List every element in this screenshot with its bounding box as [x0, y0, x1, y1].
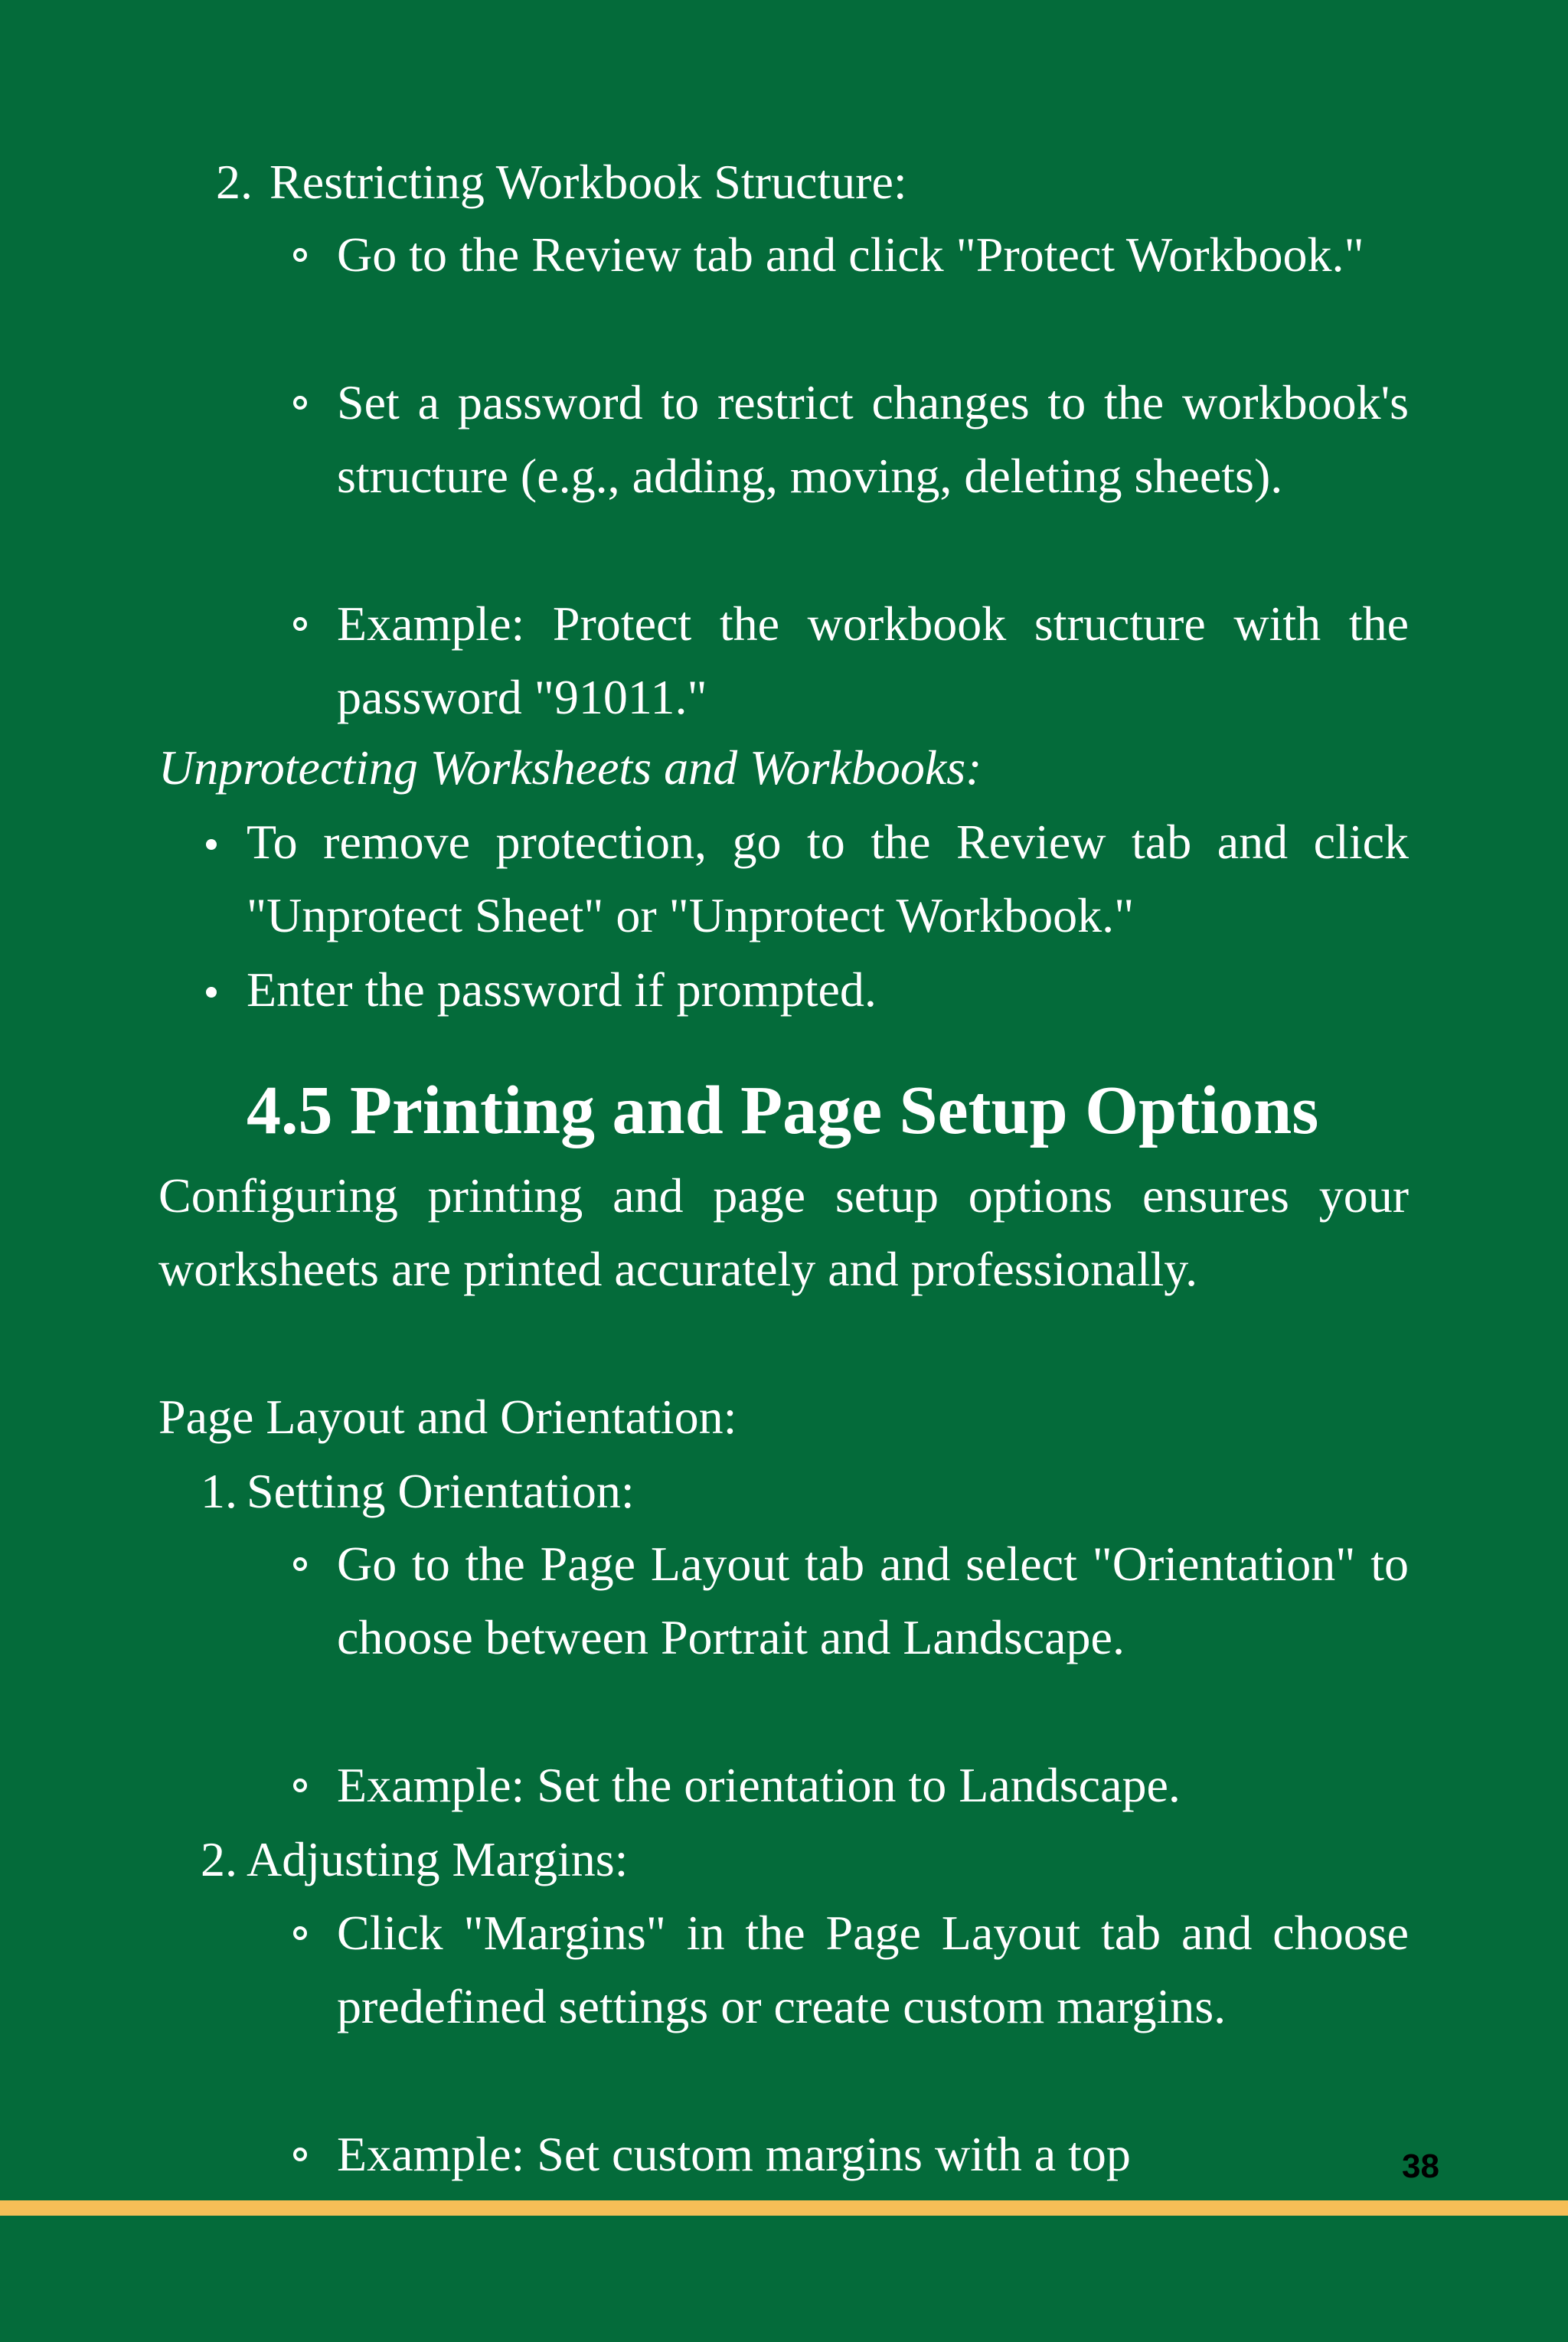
hollow-bullet-icon — [293, 2148, 307, 2161]
hollow-bullet-icon — [293, 248, 307, 262]
page-title: 4.5 Printing and Page Setup Options — [247, 1073, 1319, 1148]
section-subheading: Page Layout and Orientation: — [158, 1390, 737, 1444]
hollow-bullet-icon — [293, 1926, 307, 1940]
hollow-bullet-icon — [293, 1557, 307, 1571]
hollow-bullet-icon — [293, 396, 307, 410]
list-item: Example: Set the orientation to Landscape. — [337, 1758, 1181, 1812]
paragraph: Configuring printing and page setup options ensures your worksheets are printed accurately and professionally. — [158, 1168, 1409, 1296]
section-subheading: Unprotecting Worksheets and Workbooks: — [158, 740, 982, 795]
list-number: 2. — [216, 155, 253, 209]
list-item-title: Setting Orientation: — [247, 1464, 635, 1518]
hollow-bullet-icon — [293, 1779, 307, 1792]
list-item-title: Restricting Workbook Structure: — [270, 155, 907, 209]
list-item: Enter the password if prompted. — [247, 962, 877, 1017]
list-item: To remove protection, go to the Review tab and click "Unprotect Sheet" or "Unprotect Workbook." — [247, 815, 1409, 942]
list-number: 1. — [201, 1464, 237, 1518]
list-item: Go to the Review tab and click "Protect Workbook." — [337, 227, 1364, 282]
list-item: Click "Margins" in the Page Layout tab and choose predefined settings or create custom margins. — [337, 1906, 1409, 2033]
solid-bullet-icon — [206, 987, 217, 998]
list-item: Example: Set custom margins with a top — [337, 2127, 1131, 2181]
list-item: Example: Protect the workbook structure with the password "91011." — [337, 596, 1409, 724]
list-item-title: Adjusting Margins: — [247, 1832, 629, 1886]
solid-bullet-icon — [206, 839, 217, 850]
footer-rule — [0, 2200, 1568, 2216]
list-item: Set a password to restrict changes to the workbook's structure (e.g., adding, moving, deleting sheets). — [337, 375, 1409, 503]
hollow-bullet-icon — [293, 617, 307, 631]
list-number: 2. — [201, 1832, 237, 1886]
list-item: Go to the Page Layout tab and select "Orientation" to choose between Portrait and Landscape. — [337, 1537, 1409, 1664]
page-number: 38 — [1402, 2148, 1439, 2185]
